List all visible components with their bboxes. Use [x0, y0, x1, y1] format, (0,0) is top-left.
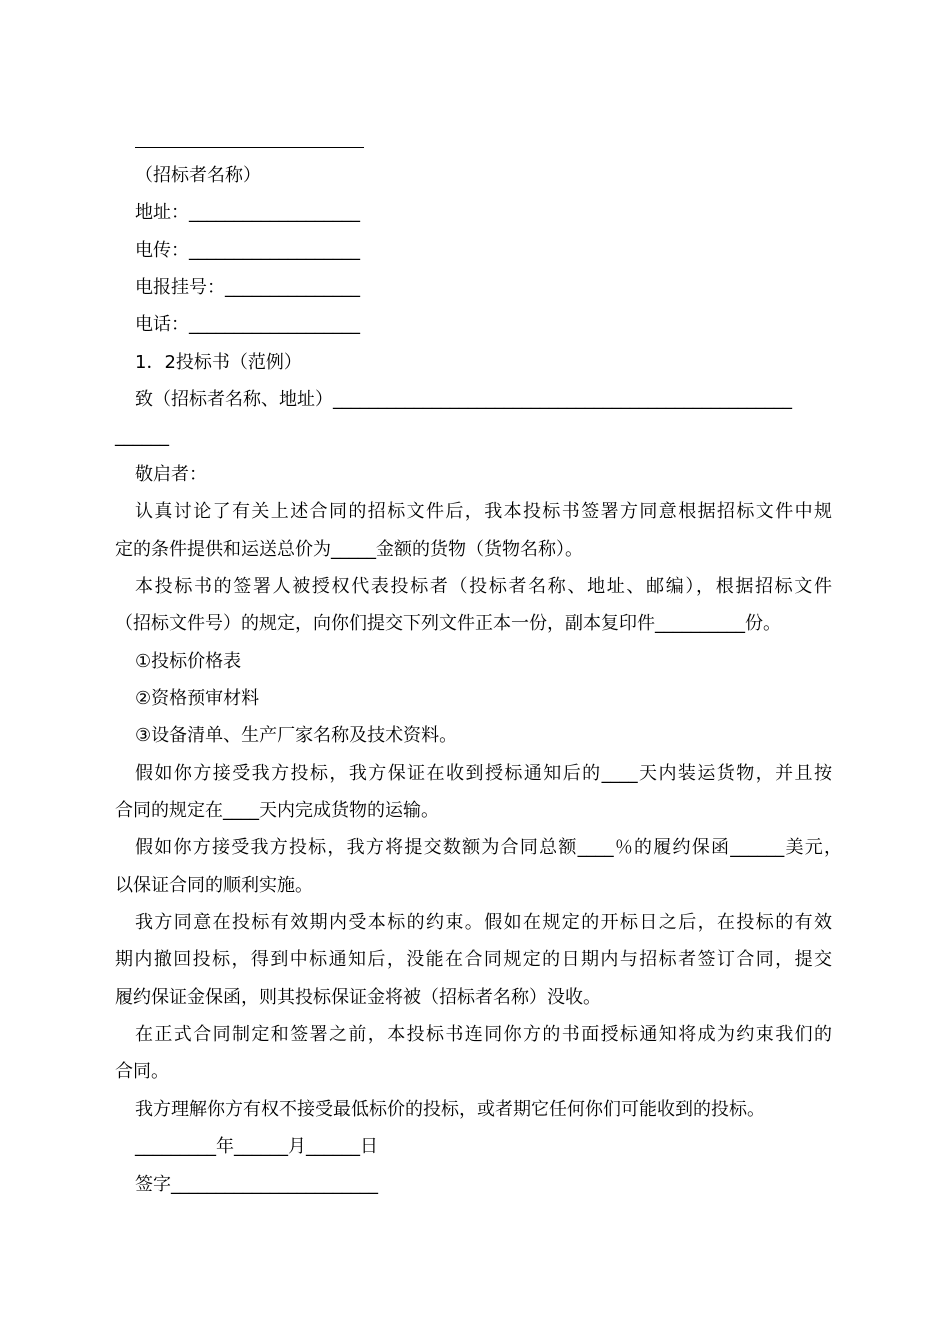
top-blank-line — [135, 147, 364, 148]
to-line: 致（招标者名称、地址）___________________________________________________ — [135, 389, 792, 410]
paragraph-4-line-2: 以保证合同的顺利实施。 — [115, 875, 313, 896]
tenderer-name: （招标者名称） — [135, 165, 261, 186]
list-item-3: ③设备清单、生产厂家名称及技术资料。 — [135, 725, 458, 746]
paragraph-1-line-2: 定的条件提供和运送总价为_____金额的货物（货物名称）。 — [115, 539, 583, 560]
phone-field: 电话：___________________ — [135, 314, 360, 335]
paragraph-3-line-1: 假如你方接受我方投标，我方保证在收到授标通知后的____天内装运货物，并且按 — [135, 763, 832, 784]
address-field: 地址：___________________ — [135, 202, 360, 223]
salutation: 敬启者： — [135, 464, 207, 485]
paragraph-5-line-3: 履约保证金保函，则其投标保证金将被（招标者名称）没收。 — [115, 987, 601, 1008]
signature-line: 签字_______________________ — [135, 1174, 378, 1195]
paragraph-1-line-1: 认真讨论了有关上述合同的招标文件后，我本投标书签署方同意根据招标文件中规 — [135, 501, 832, 522]
date-line: _________年______月______日 — [135, 1136, 378, 1157]
paragraph-4-line-1: 假如你方接受我方投标，我方将提交数额为合同总额____％的履约保函______美元， — [135, 837, 842, 858]
section-title: 1．2投标书（范例） — [135, 352, 302, 373]
list-item-1: ①投标价格表 — [135, 651, 242, 672]
paragraph-3-line-2: 合同的规定在____天内完成货物的运输。 — [115, 800, 439, 821]
paragraph-5-line-1: 我方同意在投标有效期内受本标的约束。假如在规定的开标日之后，在投标的有效 — [135, 912, 832, 933]
paragraph-7: 我方理解你方有权不接受最低标价的投标，或者期它任何你们可能收到的投标。 — [135, 1099, 765, 1120]
telegraph-field: 电报挂号：_______________ — [135, 277, 360, 298]
list-item-2: ②资格预审材料 — [135, 688, 260, 709]
paragraph-6-line-1: 在正式合同制定和签署之前，本投标书连同你方的书面授标通知将成为约束我们的 — [135, 1024, 832, 1045]
to-line-continued: ______ — [115, 426, 169, 447]
paragraph-2-line-2: （招标文件号）的规定，向你们提交下列文件正本一份，副本复印件__________份。 — [115, 613, 781, 634]
fax-field: 电传：___________________ — [135, 240, 360, 261]
paragraph-2-line-1: 本投标书的签署人被授权代表投标者（投标者名称、地址、邮编），根据招标文件 — [135, 576, 832, 597]
paragraph-6-line-2: 合同。 — [115, 1061, 169, 1082]
paragraph-5-line-2: 期内撤回投标，得到中标通知后，没能在合同规定的日期内与招标者签订合同，提交 — [115, 949, 832, 970]
